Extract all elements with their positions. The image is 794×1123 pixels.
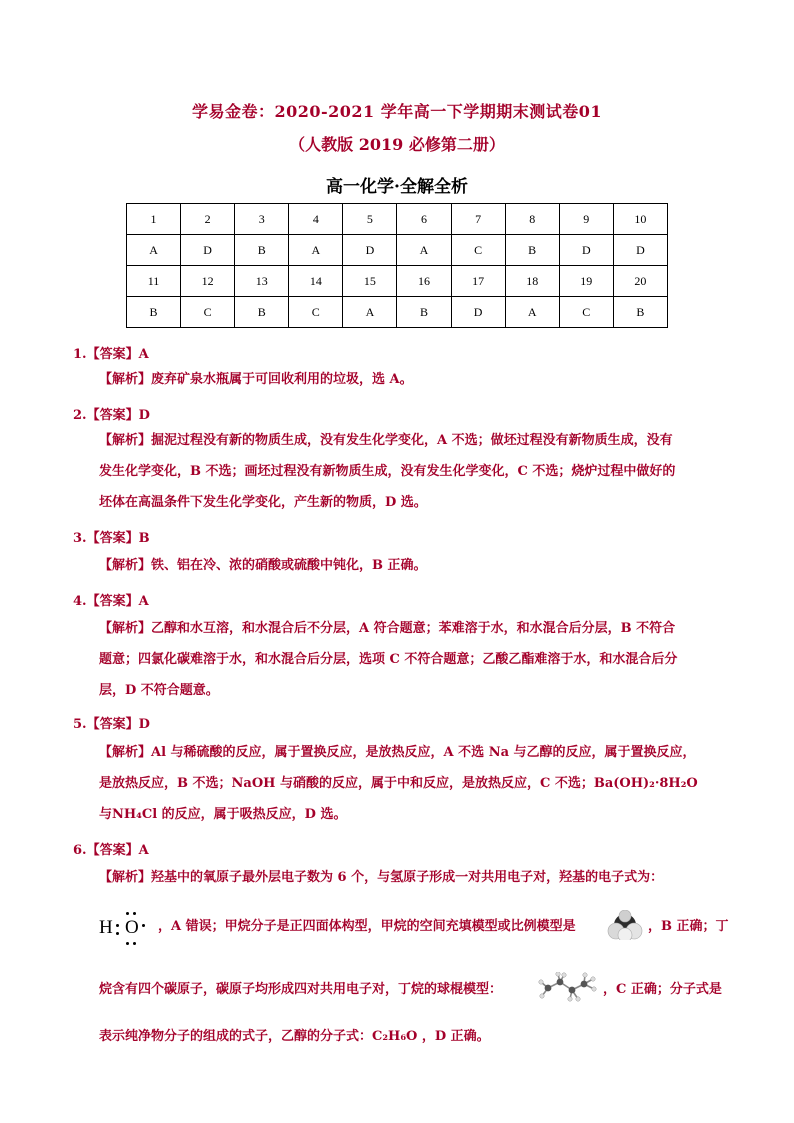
answer-table-cell: 15 xyxy=(343,266,397,297)
answer-table-cell: 11 xyxy=(127,266,181,297)
answer-table-cell: 5 xyxy=(343,204,397,235)
q5-line: 是放热反应，B 不选；NaOH 与硝酸的反应，属于中和反应，是放热反应，C 不选；Ba(OH)₂·8H₂O xyxy=(99,776,698,791)
answer-table-cell: A xyxy=(289,235,343,266)
answer-table-cell: C xyxy=(451,235,505,266)
q4-line: 【解析】乙醇和水互溶，和水混合后不分层，A 符合题意；苯难溶于水，和水混合后分层，B 不符合 xyxy=(99,621,676,636)
answer-table-cell: 9 xyxy=(559,204,613,235)
butane-ball-stick-model-icon xyxy=(538,972,598,1004)
answer-table-cell: 4 xyxy=(289,204,343,235)
answer-table-row xyxy=(127,204,668,235)
q6-line: 【解析】羟基中的氧原子最外层电子数为 6 个，与氢原子形成一对共用电子对，羟基的电子式为： xyxy=(99,870,664,885)
answer-table-cell: D xyxy=(613,235,667,266)
answer-table-cell: 6 xyxy=(397,204,451,235)
lewis-hydrogen: H xyxy=(99,917,113,938)
answer-table-cell: 13 xyxy=(235,266,289,297)
answer-table-cell: A xyxy=(505,297,559,328)
answer-table-cell: 2 xyxy=(181,204,235,235)
answer-table xyxy=(126,203,668,328)
document-subtitle: （人教版 2019 必修第二册） xyxy=(289,135,505,154)
electron-dot xyxy=(142,924,145,927)
answer-table-cell: 19 xyxy=(559,266,613,297)
q3-answer: 3.【答案】B xyxy=(73,531,150,546)
section-title: 高一化学·全解全析 xyxy=(326,177,468,197)
q4-line: 层，D 不符合题意。 xyxy=(99,683,219,698)
answer-table-cell: 12 xyxy=(181,266,235,297)
answer-table-cell: D xyxy=(451,297,505,328)
q5-answer: 5.【答案】D xyxy=(73,717,150,732)
electron-dot xyxy=(126,912,129,915)
document-title: 学易金卷：2020-2021 学年高一下学期期末测试卷01 xyxy=(191,102,603,121)
answer-table-cell: B xyxy=(505,235,559,266)
electron-dot xyxy=(133,942,136,945)
answer-table-cell: 10 xyxy=(613,204,667,235)
q3-explanation xyxy=(99,550,724,581)
q5-explanation xyxy=(99,737,724,830)
answer-table-cell: B xyxy=(397,297,451,328)
answer-table-cell: 7 xyxy=(451,204,505,235)
answer-table-row xyxy=(127,235,668,266)
answer-table-cell: 16 xyxy=(397,266,451,297)
q1-explanation xyxy=(99,364,724,395)
q2-line: 【解析】掘泥过程没有新的物质生成，没有发生化学变化，A 不选；做坯过程没有新物质生成，没有 xyxy=(99,433,673,448)
electron-dot xyxy=(116,932,119,935)
q3-line: 【解析】铁、铝在冷、浓的硝酸或硫酸中钝化，B 正确。 xyxy=(99,558,427,573)
answer-table-cell: C xyxy=(289,297,343,328)
q2-line: 坯体在高温条件下发生化学变化，产生新的物质，D 选。 xyxy=(99,495,427,510)
electron-dot xyxy=(116,924,119,927)
answer-table-cell: 1 xyxy=(127,204,181,235)
answer-table-cell: D xyxy=(343,235,397,266)
answer-table-cell: C xyxy=(559,297,613,328)
answer-table-cell: 20 xyxy=(613,266,667,297)
q4-answer: 4.【答案】A xyxy=(73,594,149,609)
answer-table-cell: D xyxy=(559,235,613,266)
q2-line: 发生化学变化，B 不选；画坯过程没有新物质生成，没有发生化学变化，C 不选；烧炉过程中做好的 xyxy=(99,464,676,479)
q6-line3-part1: 烷含有四个碳原子，碳原子均形成四对共用电子对，丁烷的球棍模型： xyxy=(99,982,503,997)
answer-table-cell: B xyxy=(235,235,289,266)
q6-line3-part2: ，C 正确；分子式是 xyxy=(603,982,722,997)
q1-answer: 1.【答案】A xyxy=(73,347,149,362)
answer-table-cell: 3 xyxy=(235,204,289,235)
q1-line: 【解析】废弃矿泉水瓶属于可回收利用的垃圾，选 A。 xyxy=(99,372,413,387)
answer-table-cell: B xyxy=(613,297,667,328)
answer-table-cell: B xyxy=(235,297,289,328)
answer-table-cell: A xyxy=(343,297,397,328)
answer-table-row xyxy=(127,266,668,297)
q6-answer: 6.【答案】A xyxy=(73,843,149,858)
answer-table-cell: B xyxy=(127,297,181,328)
hydroxyl-lewis-structure xyxy=(99,905,159,945)
answer-table-cell: 8 xyxy=(505,204,559,235)
answer-table-cell: 18 xyxy=(505,266,559,297)
q6-line2-part1: ，A 错误；甲烷分子是正四面体构型，甲烷的空间充填模型或比例模型是 xyxy=(158,919,576,934)
q2-explanation xyxy=(99,425,724,518)
answer-table-cell: A xyxy=(397,235,451,266)
methane-space-filling-model-icon xyxy=(606,910,644,940)
electron-dot xyxy=(133,912,136,915)
answer-table-cell: C xyxy=(181,297,235,328)
q2-answer: 2.【答案】D xyxy=(73,408,150,423)
q6-line4: 表示纯净物分子的组成的式子，乙醇的分子式：C₂H₆O ，D 正确。 xyxy=(99,1029,490,1044)
electron-dot xyxy=(126,942,129,945)
q6-explanation xyxy=(99,862,724,893)
q5-line: 【解析】Al 与稀硫酸的反应，属于置换反应，是放热反应，A 不选 Na 与乙醇的反应，属于置换反应， xyxy=(99,745,696,760)
q4-explanation xyxy=(99,613,724,706)
q5-line: 与NH₄Cl 的反应，属于吸热反应，D 选。 xyxy=(99,807,347,822)
answer-table-cell: A xyxy=(127,235,181,266)
answer-table-cell: D xyxy=(181,235,235,266)
q6-line2-part2: ，B 正确；丁 xyxy=(648,919,729,934)
answer-table-cell: 17 xyxy=(451,266,505,297)
answer-table-cell: 14 xyxy=(289,266,343,297)
answer-table-row xyxy=(127,297,668,328)
q4-line: 题意；四氯化碳难溶于水，和水混合后分层，选项 C 不符合题意；乙酸乙酯难溶于水，和水混合后分 xyxy=(99,652,678,667)
lewis-oxygen: O xyxy=(125,917,139,938)
